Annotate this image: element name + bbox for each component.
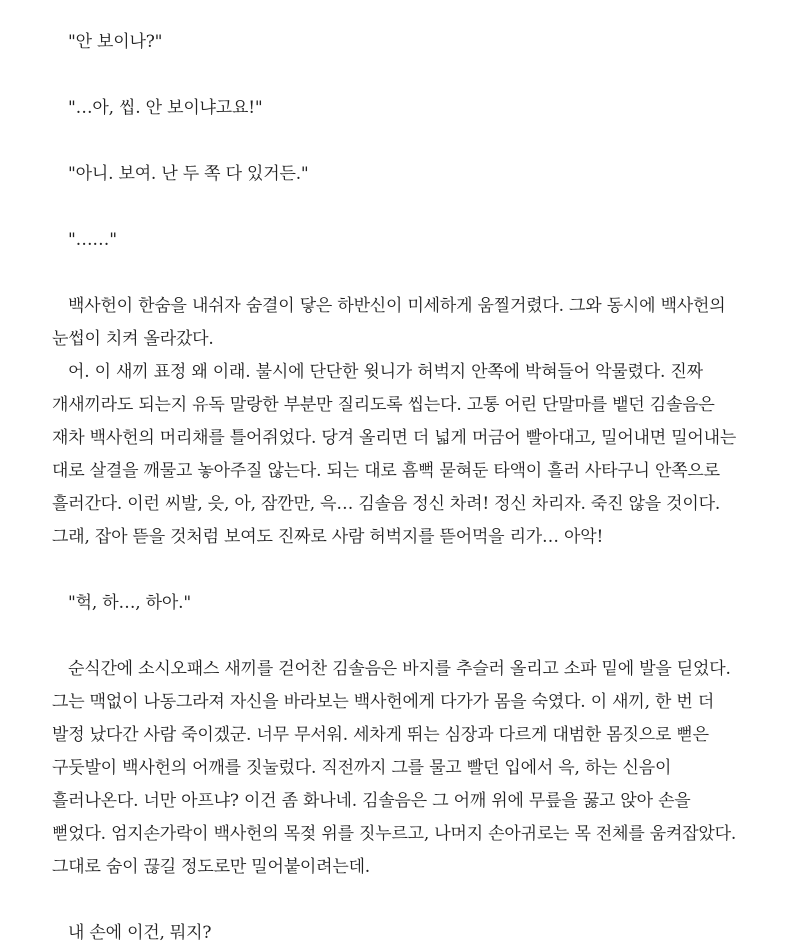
narration-paragraph-1: 백사헌이 한숨을 내쉬자 숨결이 닿은 하반신이 미세하게 움찔거렸다. 그와 동시에 백사헌의 눈썹이 치켜 올라갔다. [52, 296, 726, 349]
narration-paragraph-3: 순식간에 소시오패스 새끼를 걷어찬 김솔음은 바지를 추슬러 올리고 소파 밑에 발을 딛었다. 그는 맥없이 나동그라져 자신을 바라보는 백사헌에게 다가가 몸을 숙였다. 이 새끼, 한 번 더 발정 났다간 사람 죽이겠군. 너무 무서워. 세차게 뛰는 심장과 다르게 대범한 몸짓으로 뻗은 구둣발이 백사헌의 어깨를 짓눌렀다. 직전까지 그를 물고 빨던 입에서 윽, 하는 신음이 흘러나온다. 너만 아프냐? 이건 좀 화나네. 김솔음은 그 어깨 위에 무릎을 꿇고 앉아 손을 뻗었다. 엄지손가락이 백사헌의 목젖 위를 짓누르고, 나머지 손아귀로는 목 전체를 움켜잡았다. 그대로 숨이 끊길 정도로만 밀어붙이려는데. [52, 659, 737, 877]
dialogue-line-1: "안 보이나?" [68, 32, 163, 52]
dialogue-line-3: "아니. 보여. 난 두 쪽 다 있거든." [68, 164, 309, 184]
paragraph-gap [52, 884, 748, 917]
paragraph-gap [52, 554, 748, 587]
narration-paragraph-2: 어. 이 새끼 표정 왜 이래. 불시에 단단한 윗니가 허벅지 안쪽에 박혀들어 악물렸다. 진짜 개새끼라도 되는지 유독 말랑한 부분만 질리도록 씹는다. 고통 어린 단말마를 뱉던 김솔음은 재차 백사헌의 머리채를 틀어쥐었다. 당겨 올리면 더 넓게 머금어 빨아대고, 밀어내면 밀어내는 대로 살결을 깨물고 놓아주질 않는다. 되는 대로 흠뻑 묻혀둔 타액이 흘러 사타구니 안쪽으로 흘러간다. 이런 씨발, 읏, 아, 잠깐만, 윽… 김솔음 정신 차려! 정신 차리자. 죽진 않을 것이다. 그래, 잡아 뜯을 것처럼 보여도 진짜로 사람 허벅지를 뜯어먹을 리가… 아악! [52, 362, 737, 547]
dialogue-line-5: "헉, 하…, 하아." [68, 593, 191, 613]
dialogue-line-2: "…아, 씹. 안 보이냐고요!" [68, 98, 263, 118]
narration-paragraph-4: 내 손에 이건, 뭐지? [68, 923, 212, 943]
dialogue-line-4: "……" [68, 230, 117, 250]
